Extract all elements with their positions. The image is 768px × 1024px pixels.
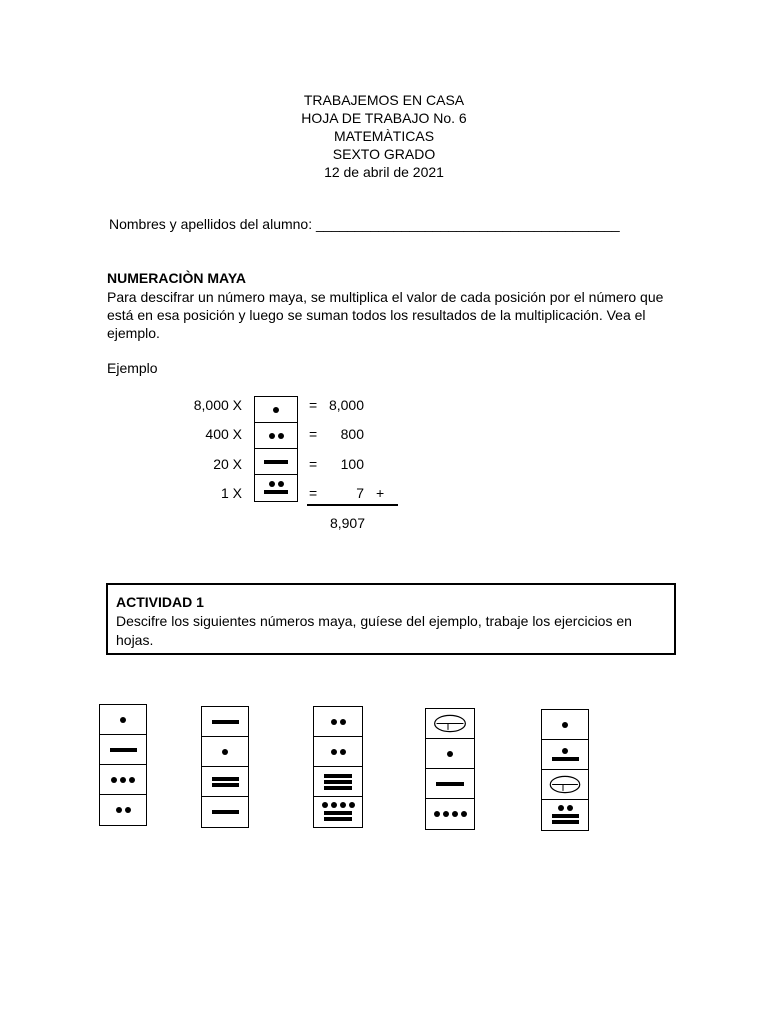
maya-position-cell (100, 735, 146, 765)
maya-bar (264, 490, 288, 494)
maya-dot (340, 749, 346, 755)
exercise-maya-number (425, 708, 475, 830)
maya-position-cell (542, 800, 588, 830)
maya-bar (212, 810, 239, 814)
maya-dot (125, 807, 131, 813)
maya-dot (129, 777, 135, 783)
maya-dot (443, 811, 449, 817)
exercise-maya-number (99, 704, 147, 826)
exercise-maya-number (541, 709, 589, 831)
maya-bar (324, 817, 352, 821)
maya-position-cell (255, 423, 297, 449)
exercise-maya-number (313, 706, 363, 828)
equals-sign: = (309, 426, 318, 442)
example-multiplier: 8,000 X (193, 397, 242, 413)
maya-dot (269, 433, 275, 439)
maya-dot (322, 802, 328, 808)
shell-zero-glyph (542, 770, 588, 799)
example-result: 100 (340, 456, 364, 472)
example-result: 8,000 (328, 397, 364, 413)
equals-sign: = (309, 456, 318, 472)
maya-bar (110, 748, 137, 752)
header-date: 12 de abril de 2021 (324, 164, 444, 180)
maya-position-cell (314, 707, 362, 737)
header-line-3: MATEMÀTICAS (333, 128, 435, 144)
maya-position-cell (314, 797, 362, 827)
example-maya-column (254, 396, 298, 502)
activity-title: ACTIVIDAD 1 (116, 594, 204, 610)
section-title: NUMERACIÒN MAYA (107, 270, 246, 286)
maya-position-cell (255, 449, 297, 475)
header-line-2: HOJA DE TRABAJO No. 6 (301, 110, 467, 126)
maya-position-cell (314, 767, 362, 797)
maya-dot (120, 777, 126, 783)
maya-dot (562, 748, 568, 754)
activity-instructions: Descifre los siguientes números maya, guíese del ejemplo, trabaje los ejercicios en hojas. (116, 613, 632, 648)
maya-dot (111, 777, 117, 783)
maya-position-cell (426, 799, 474, 829)
example-label: Ejemplo (107, 360, 158, 376)
maya-bar (324, 780, 352, 784)
section-paragraph: Para descifrar un número maya, se multiplica el valor de cada posición por el número que está en esa posición y luego se suman todos los resultados de la multiplicación. Vea el ejemplo. (107, 289, 664, 341)
maya-position-cell (542, 770, 588, 800)
maya-position-cell (202, 707, 248, 737)
worksheet-header (0, 91, 768, 181)
maya-dot (461, 811, 467, 817)
example-result: 800 (340, 426, 364, 442)
maya-position-cell (426, 709, 474, 739)
student-name-line: Nombres y apellidos del alumno: _______________________________________ (109, 216, 620, 232)
maya-dot (331, 802, 337, 808)
activity-box (106, 583, 676, 655)
example-multiplier: 20 X (213, 456, 242, 472)
maya-dot (434, 811, 440, 817)
maya-position-cell (100, 795, 146, 825)
example-result: 7 (356, 485, 364, 501)
maya-position-cell (542, 740, 588, 770)
maya-position-cell (426, 769, 474, 799)
maya-dot (116, 807, 122, 813)
header-line-1: TRABAJEMOS EN CASA (303, 92, 465, 108)
maya-position-cell (314, 737, 362, 767)
maya-position-cell (426, 739, 474, 769)
maya-dot (331, 749, 337, 755)
maya-bar (212, 783, 239, 787)
equals-sign: = (309, 485, 318, 501)
sum-rule (307, 504, 398, 506)
equals-sign: = (309, 397, 318, 413)
maya-dot (331, 719, 337, 725)
maya-position-cell (100, 705, 146, 735)
maya-bar (552, 814, 579, 818)
maya-dot (349, 802, 355, 808)
maya-dot (278, 481, 284, 487)
maya-bar (212, 720, 239, 724)
shell-zero-glyph (426, 709, 474, 738)
maya-dot (340, 719, 346, 725)
example-multiplier: 1 X (220, 485, 242, 501)
maya-dot (562, 722, 568, 728)
maya-dot (273, 407, 279, 413)
maya-dot (340, 802, 346, 808)
plus-sign: + (376, 485, 385, 501)
maya-bar (324, 774, 352, 778)
maya-bar (264, 460, 288, 464)
maya-dot (452, 811, 458, 817)
example-multiplier: 400 X (205, 426, 242, 442)
exercise-maya-number (201, 706, 249, 828)
example-total: 8,907 (329, 515, 365, 531)
header-line-4: SEXTO GRADO (332, 146, 436, 162)
maya-bar (324, 811, 352, 815)
maya-dot (567, 805, 573, 811)
maya-position-cell (202, 737, 248, 767)
maya-dot (558, 805, 564, 811)
maya-position-cell (202, 797, 248, 827)
maya-bar (552, 820, 579, 824)
maya-bar (212, 777, 239, 781)
maya-position-cell (100, 765, 146, 795)
maya-dot (447, 751, 453, 757)
maya-dot (278, 433, 284, 439)
maya-bar (552, 757, 579, 761)
maya-dot (269, 481, 275, 487)
maya-position-cell (542, 710, 588, 740)
maya-position-cell (255, 397, 297, 423)
maya-dot (222, 749, 228, 755)
maya-position-cell (202, 767, 248, 797)
maya-bar (324, 786, 352, 790)
maya-position-cell (255, 475, 297, 501)
maya-dot (120, 717, 126, 723)
maya-bar (436, 782, 464, 786)
